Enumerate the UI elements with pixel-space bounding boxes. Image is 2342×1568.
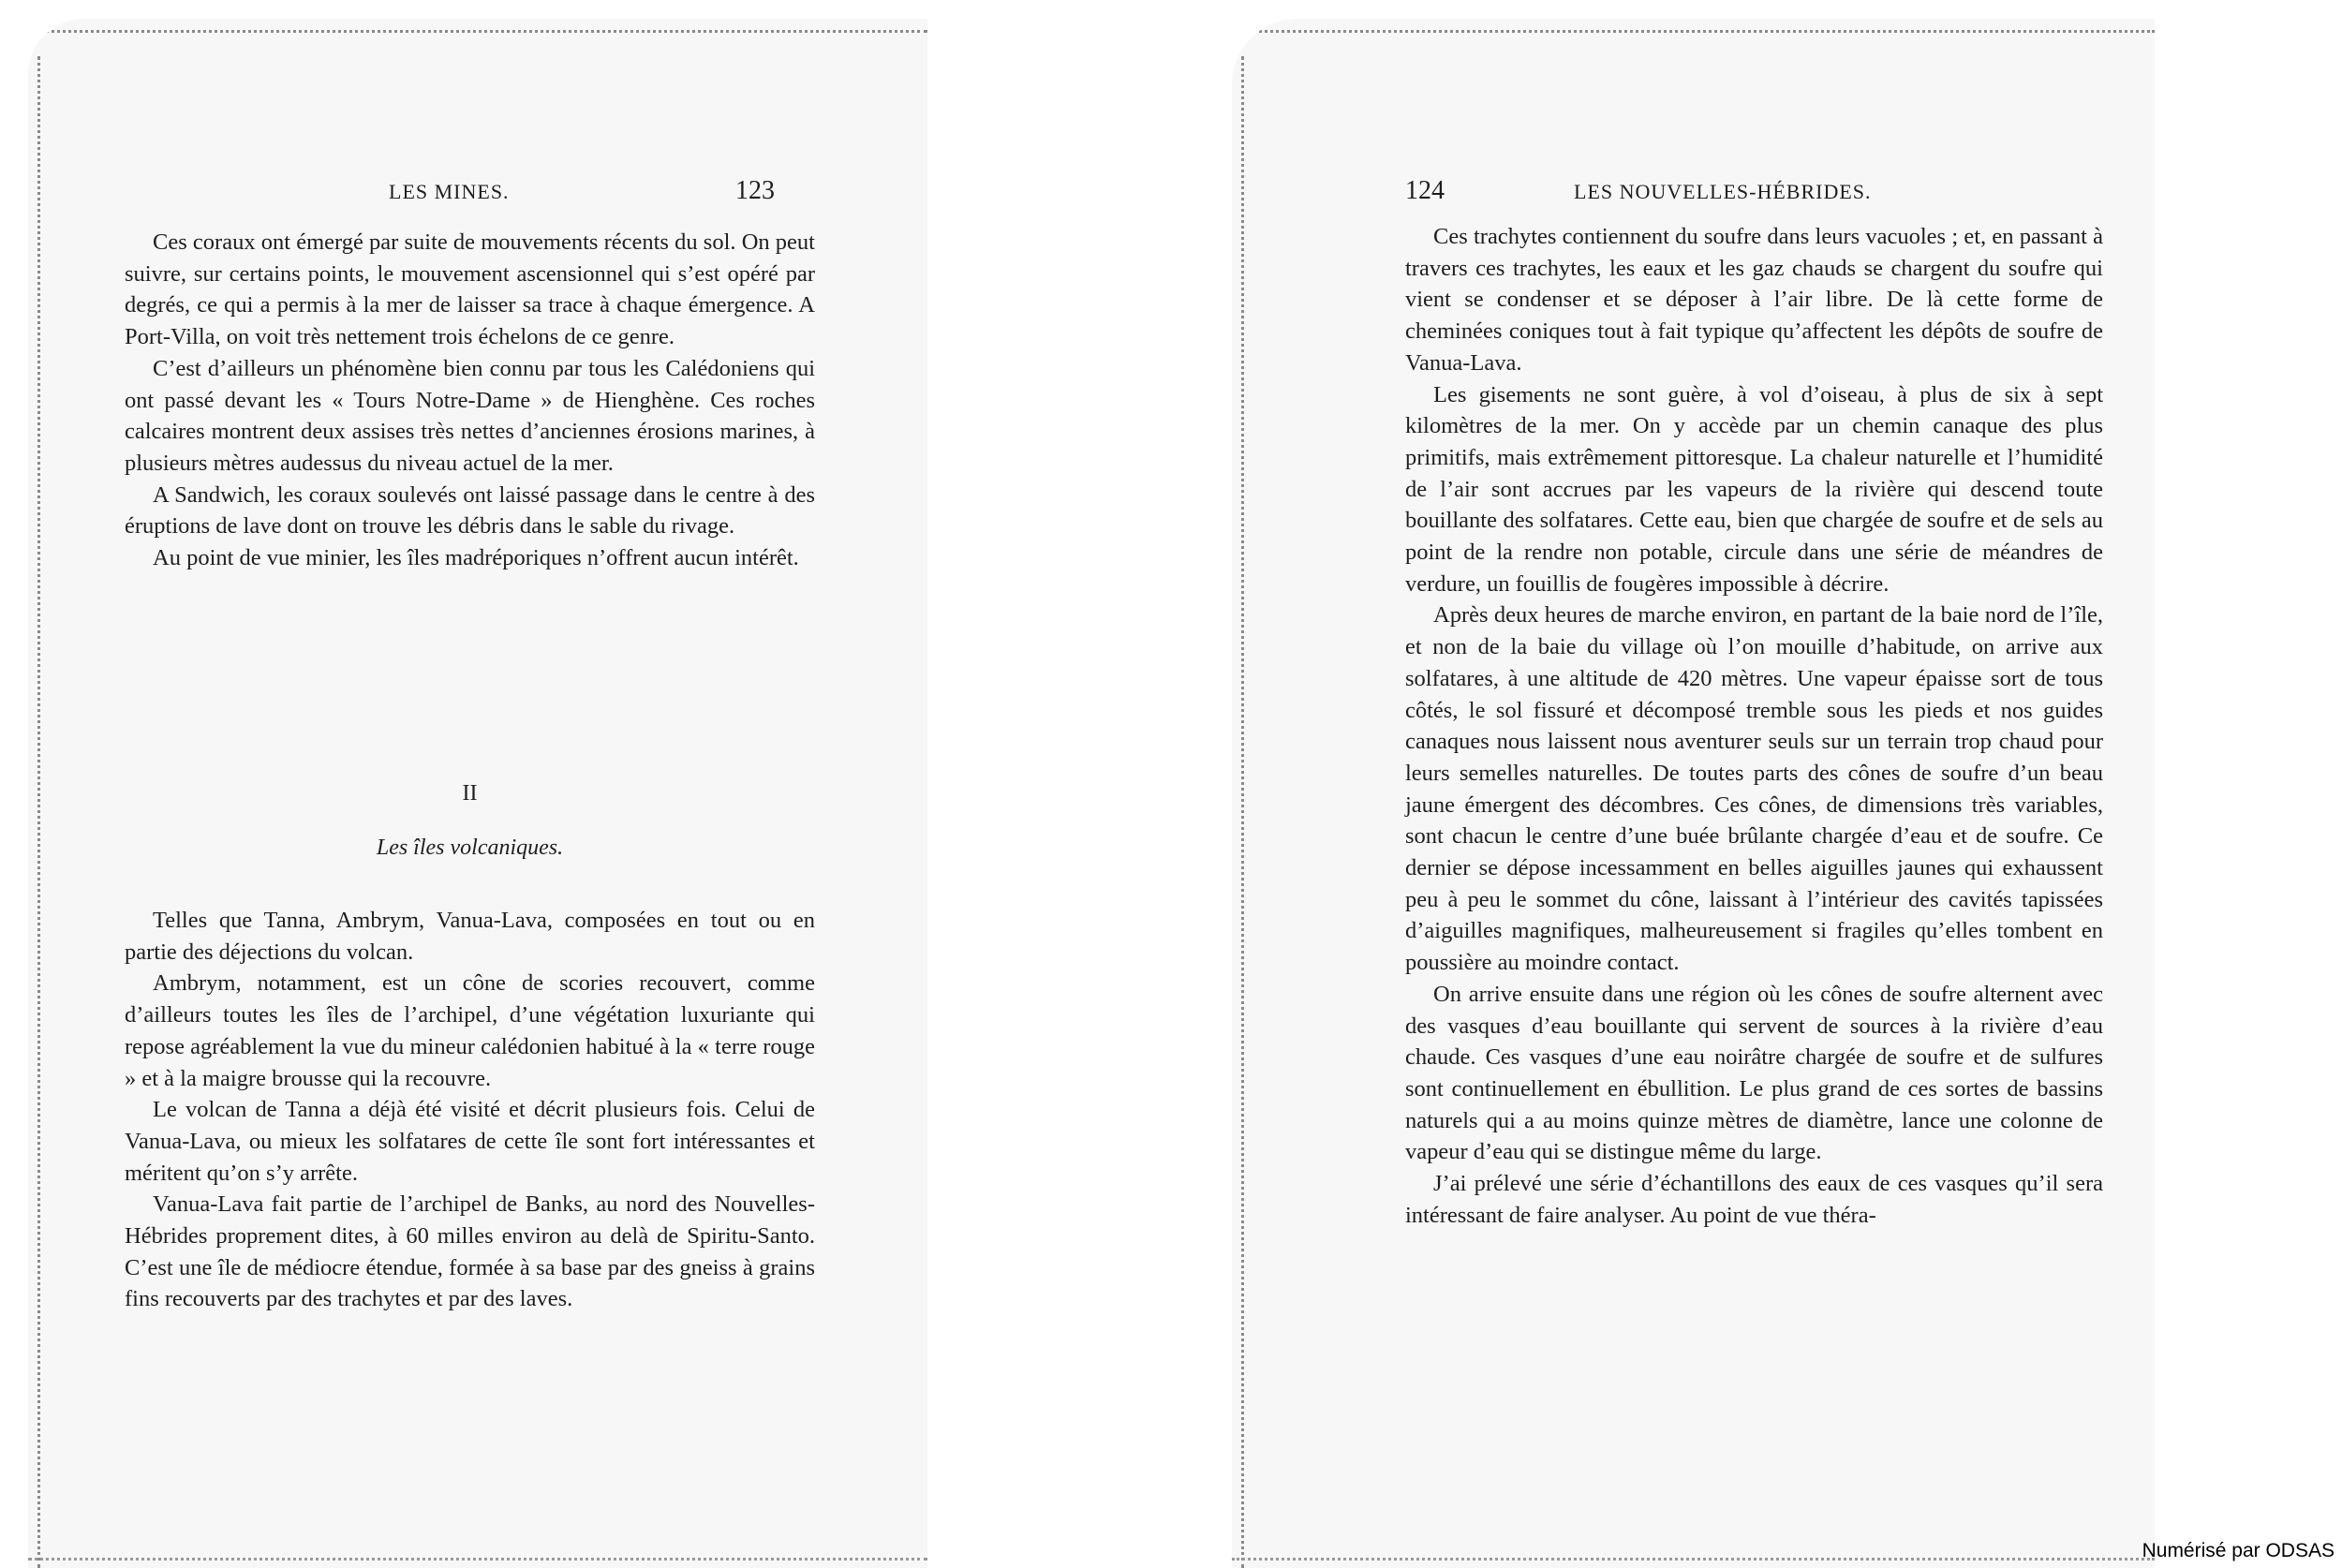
paragraph: Les gisements ne sont guère, à vol d’oiseau, à plus de six à sept kilomètres de la mer. On y accède par un chemin canaque des plus primitifs, mais extrêmement pittoresque. La chaleur naturelle et l’humidité de l’air sont accrues par les vapeurs de la rivière qui descend toute bouillante des solfatares. Cette eau, bien que chargée de soufre et de sels au point de la rendre non potable, circule dans une série de méandres de verdure, un fouillis de fougères impossible à décrire. — [1405, 381, 2103, 597]
page-edge-bottom — [1232, 1558, 2155, 1568]
paragraph: Au point de vue minier, les îles madréporiques n’offrent aucun intérêt. — [153, 545, 799, 571]
paragraph: Ces trachytes contiennent du soufre dans leurs vacuoles ; et, en passant à travers ces trachytes, les eaux et les gaz chauds se chargent du soufre qui vient se condenser et se déposer à l’air libre. De là cette forme de cheminées coniques tout à fait typique qu’affectent les dépôts de soufre de Vanua-Lava. — [1405, 224, 2103, 376]
digitization-watermark: Numérisé par ODSAS — [2142, 1540, 2335, 1561]
paragraph: Ces coraux ont émergé par suite de mouvements récents du sol. On peut suivre, sur certains points, le mouvement ascensionnel qui s’est opéré par degrés, ce qui a permis à la mer de laisser sa trace à chaque émergence. A Port-Villa, on voit très nettement trois échelons de ce genre. — [125, 229, 815, 350]
paragraph: Telles que Tanna, Ambrym, Vanua-Lava, composées en tout ou en partie des déjections du volcan. — [125, 908, 815, 965]
text-block — [1405, 221, 2103, 1232]
right-page — [1232, 19, 2155, 1568]
page-number: 124 — [1405, 176, 1445, 205]
paragraph: Vanua-Lava fait partie de l’archipel de Banks, au nord des Nouvelles-Hébrides proprement dites, à 60 milles environ au delà de Spiritu-Santo. C’est une île de médiocre étendue, formée à sa base par des gneiss à grains fins recouverts par des trachytes et par des laves. — [125, 1191, 815, 1312]
page-edge-left — [28, 56, 40, 1568]
paragraph: Ambrym, notamment, est un cône de scories recouvert, comme d’ailleurs toutes les îles de l’archipel, d’une végétation luxuriante qui repose agréablement la vue du mineur calédonien habitué à la « terre rouge » et à la maigre brousse qui la recouvre. — [125, 970, 815, 1091]
paragraph: J’ai prélevé une série d’échantillons des eaux de ces vasques qu’il sera intéressant de faire analyser. Au point de vue théra- — [1405, 1171, 2103, 1228]
paragraph: Après deux heures de marche environ, en partant de la baie nord de l’île, et non de la baie du village où l’on mouille d’habitude, on arrive aux solfatares, à une altitude de 420 mètres. Une vapeur épaisse sort de tous côtés, le sol fissuré et décomposé tremble sous les pieds et nos guides canaques nous laissent nous aventurer seuls sur un terrain trop chaud pour leurs semelles naturelles. De toutes parts des cônes de soufre d’un beau jaune émergent des décombres. Ces cônes, de dimensions très variables, sont chacun le centre d’une buée brûlante chargée d’eau et de soufre. Ce dernier se dépose incessamment en belles aiguilles jaunes qui exhaussent peu à peu le sommet du cône, laissant à l’intérieur des cavités tapissées d’aiguilles magnifiques, malheureusement si fragiles qu’elles tombent en poussière au moindre contact. — [1405, 602, 2103, 976]
page-edge-bottom — [28, 1558, 927, 1568]
page-edge-top — [1232, 19, 2155, 33]
paragraph: A Sandwich, les coraux soulevés ont laissé passage dans le centre à des éruptions de lave dont on trouve les débris dans le sable du rivage. — [125, 481, 815, 540]
paragraph: On arrive ensuite dans une région où les cônes de soufre alternent avec des vasques d’eau bouillante qui servent de sources à la rivière d’eau chaude. Ces vasques d’une eau noirâtre chargée de soufre et de sulfures sont continuellement en ébullition. Le plus grand de ces sortes de bassins naturels qui a au moins quinze mètres de diamètre, lance une colonne de vapeur d’eau qui se distingue même du large. — [1405, 981, 2103, 1165]
running-head: LES NOUVELLES-HÉBRIDES. — [1574, 180, 1872, 203]
section-title: Les îles volcaniques. — [376, 836, 564, 860]
text-block-bottom — [125, 905, 815, 1315]
page-edge-top — [28, 19, 927, 33]
page-number: 123 — [735, 176, 775, 205]
paragraph: C’est d’ailleurs un phénomène bien connu par tous les Calédoniens qui ont passé devant les « Tours Notre-Dame » de Hienghène. Ces roches calcaires montrent deux assises très nettes d’anciennes érosions marines, à plusieurs mètres audessus du niveau actuel de la mer. — [125, 355, 815, 476]
page-edge-left — [1232, 56, 1244, 1568]
paragraph: Le volcan de Tanna a déjà été visité et décrit plusieurs fois. Celui de Vanua-Lava, ou mieux les solfatares de cette île sont fort intéressantes et méritent qu’on s’y arrête. — [125, 1097, 815, 1186]
section-number: II — [462, 781, 478, 806]
running-head: LES MINES. — [389, 180, 510, 203]
left-page — [28, 19, 927, 1568]
text-block-top — [125, 227, 815, 574]
